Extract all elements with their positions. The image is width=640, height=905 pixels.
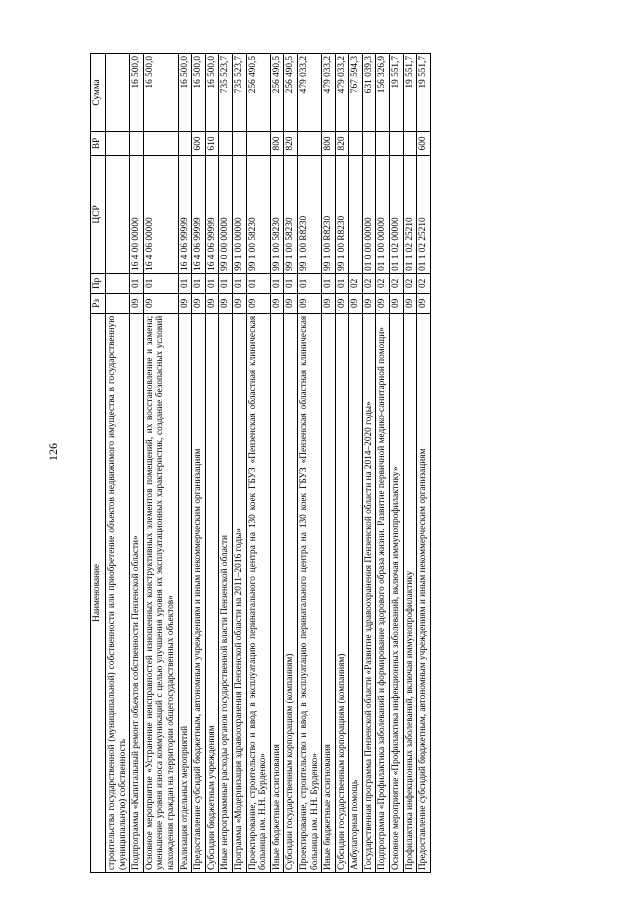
row-name: Иные непрограммные расходы органов государственной власти Пензенской области: [219, 313, 233, 872]
table-row: [349, 54, 363, 873]
row-name: Программа «Модернизация здравоохранения Пензенской области на 2011–2016 годы»: [232, 313, 246, 872]
row-name: Основное мероприятие «Профилактика инфекционных заболеваний, включая иммунопрофилактику»: [390, 313, 404, 872]
row-pr: 02: [349, 273, 363, 293]
row-vr: [219, 131, 233, 155]
row-vr: [403, 131, 417, 155]
row-sum: 479 033,2: [322, 54, 336, 132]
column-header-pr: Пр: [91, 273, 106, 293]
budget-table: [90, 53, 431, 873]
page-number: 126: [46, 443, 60, 461]
row-csr: 99 1 00 R8230: [322, 155, 336, 273]
row-vr: [297, 131, 321, 155]
row-vr: [106, 131, 130, 155]
row-vr: 800: [270, 131, 284, 155]
row-rz: 09: [246, 293, 270, 313]
row-pr: 01: [205, 273, 219, 293]
row-vr: 600: [417, 131, 431, 155]
row-rz: 09: [417, 293, 431, 313]
table-row: [143, 54, 178, 873]
row-pr: 01: [335, 273, 349, 293]
table-row: [284, 54, 298, 873]
row-csr: 16 4 00 00000: [130, 155, 144, 273]
row-rz: 09: [143, 293, 178, 313]
table-row: [390, 54, 404, 873]
row-sum: 735 523,7: [232, 54, 246, 132]
row-pr: 01: [178, 273, 192, 293]
table-row: [322, 54, 336, 873]
row-name: Основное мероприятие «Устранение неисправностей изношенных конструктивных элементов помещений, их восстановление и замена; уменьшение уровня износа коммуникаций с целью улучшения уровня их эксплуатационных характеристик, создание безопасных условий нахождения граждан на территории общегосударственных объектов»: [143, 313, 178, 872]
row-vr: 800: [322, 131, 336, 155]
row-pr: [106, 273, 130, 293]
row-sum: [106, 54, 130, 132]
table-row: [106, 54, 130, 873]
row-sum: 19 551,7: [403, 54, 417, 132]
row-csr: 99 1 00 00000: [232, 155, 246, 273]
row-csr: 01 1 02 25210: [417, 155, 431, 273]
row-csr: 16 4 06 99999: [205, 155, 219, 273]
row-csr: 99 1 00 58230: [246, 155, 270, 273]
table-row: [246, 54, 270, 873]
table-row: [403, 54, 417, 873]
row-rz: 09: [362, 293, 376, 313]
row-csr: 01 1 00 00000: [376, 155, 390, 273]
row-rz: [106, 293, 130, 313]
table-row: [335, 54, 349, 873]
row-sum: 256 490,5: [246, 54, 270, 132]
row-vr: [349, 131, 363, 155]
row-pr: 02: [376, 273, 390, 293]
column-header-csr: ЦСР: [91, 155, 106, 273]
row-name: Иные бюджетные ассигнования: [322, 313, 336, 872]
row-vr: [390, 131, 404, 155]
row-pr: 01: [270, 273, 284, 293]
row-sum: 156 326,9: [376, 54, 390, 132]
row-pr: 01: [297, 273, 321, 293]
row-rz: 09: [335, 293, 349, 313]
column-header-name: Наименование: [91, 313, 106, 872]
table-row: [376, 54, 390, 873]
table-row: [178, 54, 192, 873]
row-rz: 09: [232, 293, 246, 313]
row-vr: 610: [205, 131, 219, 155]
row-rz: 09: [178, 293, 192, 313]
row-pr: 01: [284, 273, 298, 293]
row-rz: 09: [297, 293, 321, 313]
table-row: [270, 54, 284, 873]
row-pr: 02: [390, 273, 404, 293]
row-rz: 09: [192, 293, 206, 313]
row-name: строительства государственной (муниципальной) собственности или приобретение объектов недвижимого имущества в государственную (муниципальную) собственность: [106, 313, 130, 872]
row-csr: 99 1 00 R8230: [297, 155, 321, 273]
row-csr: [349, 155, 363, 273]
row-sum: 479 033,2: [335, 54, 349, 132]
table-row: [362, 54, 376, 873]
row-sum: 16 500,0: [130, 54, 144, 132]
row-pr: 01: [130, 273, 144, 293]
table-row: [192, 54, 206, 873]
row-sum: 19 551,7: [390, 54, 404, 132]
row-csr: 99 1 00 58230: [284, 155, 298, 273]
row-csr: [106, 155, 130, 273]
row-vr: 600: [192, 131, 206, 155]
table-row: [130, 54, 144, 873]
table-row: [232, 54, 246, 873]
row-name: Подпрограмма «Капитальный ремонт объектов собственности Пензенской области»: [130, 313, 144, 872]
row-rz: 09: [284, 293, 298, 313]
column-header-rz: Рз: [91, 293, 106, 313]
row-pr: 01: [192, 273, 206, 293]
row-vr: 820: [284, 131, 298, 155]
row-sum: 256 490,5: [270, 54, 284, 132]
row-csr: 99 1 00 58230: [270, 155, 284, 273]
row-rz: 09: [322, 293, 336, 313]
row-name: Предоставление субсидий бюджетным, автономным учреждениям и иным некоммерческим организациям: [192, 313, 206, 872]
row-sum: 16 500,0: [178, 54, 192, 132]
row-rz: 09: [130, 293, 144, 313]
row-csr: 99 1 00 R8230: [335, 155, 349, 273]
row-pr: 02: [417, 273, 431, 293]
row-csr: 01 1 02 25210: [403, 155, 417, 273]
row-name: Проектирование, строительство и ввод в эксплуатацию перинатального центра на 130 коек ГБУЗ «Пензенская областная клиническая больница им. Н.Н. Бурденко»: [297, 313, 321, 872]
row-name: Субсидии государственным корпорациям (компаниям): [284, 313, 298, 872]
row-pr: 01: [246, 273, 270, 293]
row-csr: 16 4 06 99999: [178, 155, 192, 273]
row-name: Амбулаторная помощь: [349, 313, 363, 872]
row-sum: 16 500,0: [205, 54, 219, 132]
table-row: [297, 54, 321, 873]
row-vr: 820: [335, 131, 349, 155]
row-vr: [130, 131, 144, 155]
row-csr: 16 4 06 99999: [192, 155, 206, 273]
row-vr: [246, 131, 270, 155]
row-csr: 16 4 06 00000: [143, 155, 178, 273]
row-rz: 09: [219, 293, 233, 313]
row-name: Реализация отдельных мероприятий: [178, 313, 192, 872]
row-sum: 19 551,7: [417, 54, 431, 132]
row-name: Субсидии бюджетным учреждениям: [205, 313, 219, 872]
row-sum: 767 594,3: [349, 54, 363, 132]
row-rz: 09: [376, 293, 390, 313]
budget-table-container: [90, 53, 568, 873]
row-sum: 479 033,2: [297, 54, 321, 132]
table-header-row: [91, 54, 106, 873]
row-rz: 09: [403, 293, 417, 313]
row-name: Подпрограмма «Профилактика заболеваний и формирование здорового образа жизни. Развитие первичной медико-санитарной помощи»: [376, 313, 390, 872]
row-name: Государственная программа Пензенской области «Развитие здравоохранения Пензенской области на 2014–2020 годы»: [362, 313, 376, 872]
row-pr: 01: [219, 273, 233, 293]
row-csr: 01 1 02 00000: [390, 155, 404, 273]
row-sum: 256 490,5: [284, 54, 298, 132]
row-sum: 631 039,3: [362, 54, 376, 132]
row-vr: [143, 131, 178, 155]
row-name: Субсидии государственным корпорациям (компаниям): [335, 313, 349, 872]
row-name: Проектирование, строительство и ввод в эксплуатацию перинатального центра на 130 коек ГБУЗ «Пензенская областная клиническая больница им. Н.Н. Бурденко»: [246, 313, 270, 872]
table-row: [219, 54, 233, 873]
table-row: [205, 54, 219, 873]
row-rz: 09: [205, 293, 219, 313]
row-vr: [178, 131, 192, 155]
column-header-vr: ВР: [91, 131, 106, 155]
column-header-sum: Сумма: [91, 54, 106, 132]
row-csr: 99 0 00 00000: [219, 155, 233, 273]
row-pr: 01: [232, 273, 246, 293]
row-pr: 02: [403, 273, 417, 293]
row-name: Иные бюджетные ассигнования: [270, 313, 284, 872]
row-pr: 02: [362, 273, 376, 293]
row-sum: 16 500,0: [143, 54, 178, 132]
row-pr: 01: [322, 273, 336, 293]
row-rz: 09: [390, 293, 404, 313]
row-csr: 01 0 00 00000: [362, 155, 376, 273]
table-row: [417, 54, 431, 873]
row-sum: 735 523,7: [219, 54, 233, 132]
row-pr: 01: [143, 273, 178, 293]
row-rz: 09: [270, 293, 284, 313]
row-vr: [232, 131, 246, 155]
row-rz: 09: [349, 293, 363, 313]
row-vr: [376, 131, 390, 155]
row-name: Профилактика инфекционных заболеваний, включая иммунопрофилактику: [403, 313, 417, 872]
row-vr: [362, 131, 376, 155]
row-name: Предоставление субсидий бюджетным, автономным учреждениям и иным некоммерческим организациям: [417, 313, 431, 872]
row-sum: 16 500,0: [192, 54, 206, 132]
